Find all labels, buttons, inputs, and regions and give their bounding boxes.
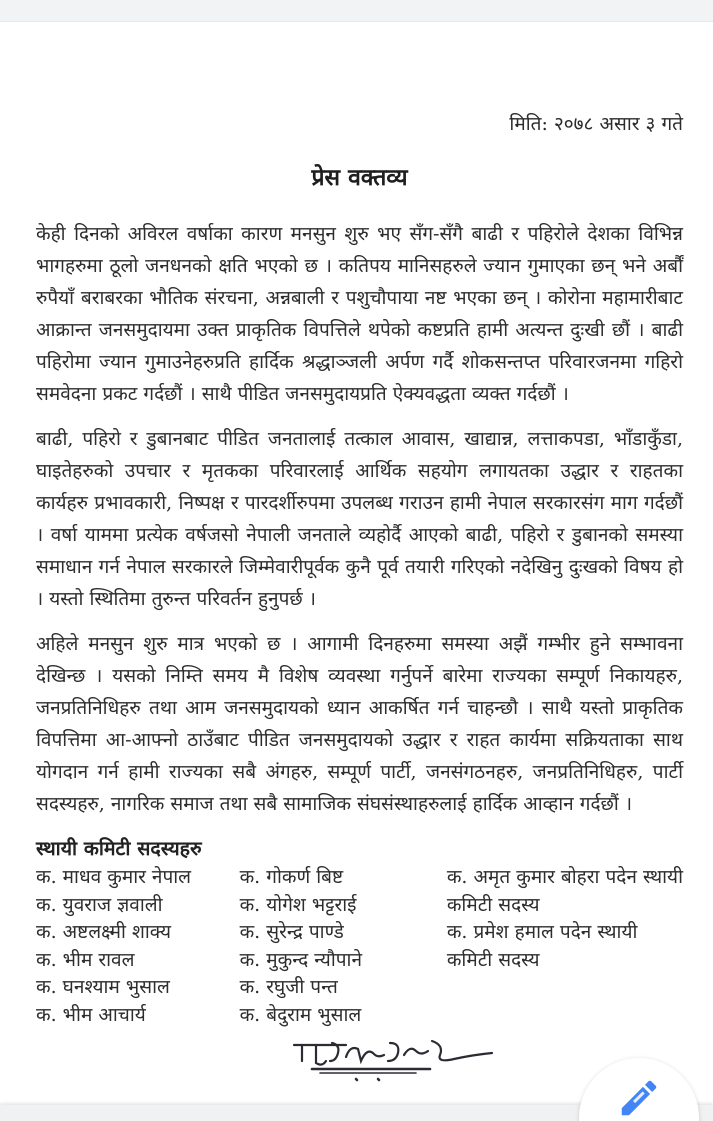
committee-column-1 xyxy=(36,864,240,1029)
signature-scribble-icon xyxy=(286,1033,501,1085)
list-item: क. गोकर्ण बिष्ट xyxy=(239,866,344,888)
paragraph-1: केही दिनको अविरल वर्षाका कारण मनसुन शुरु भए सँग-सँगै बाढी र पहिरोले देशका विभिन्न भागहरुमा ठूलो जनधनको क्षति भएको छ । कतिपय मानिसहरुले ज्यान गुमाएका छन् भने अर्बौं रुपैयाँ बराबरका भौतिक संरचना, अन्नबाली र पशुचौपाया नष्ट भएका छन् । कोरोना महामारीबाट आक्रान्त जनसमुदायमा उक्त प्राकृतिक विपत्तिले थपेको कष्टप्रति हामी अत्यन्त दुःखी छौं । बाढी पहिरोमा ज्यान गुमाउनेहरुप्रति हार्दिक श्रद्धाञ्जली अर्पण गर्दै शोकसन्तप्त परिवारजनमा गहिरो समवेदना प्रकट गर्दछौं । साथै पीडित जनसमुदायप्रति ऐक्यवद्धता व्यक्त गर्दछौं । xyxy=(36,223,683,405)
edit-pencil-icon xyxy=(616,1075,662,1121)
date-line: मिति: २०७८ असार ३ गते xyxy=(509,113,683,135)
list-item: क. युवराज ज्ञवाली xyxy=(36,893,163,916)
paragraph-2: बाढी, पहिरो र डुबानबाट पीडित जनतालाई तत्काल आवास, खाद्यान्न, लत्ताकपडा, भाँडाकुँडा, घाइतेहरुको उपचार र मृतकका परिवारलाई आर्थिक सहयोग लगायतका उद्धार र राहतका कार्यहरु प्रभावकारी, निष्पक्ष र पारदर्शीरुपमा उपलब्ध गराउन हामी नेपाल सरकारसंग माग गर्दछौं । वर्षा याममा प्रत्येक वर्षजसो नेपाली जनताले व्यहोर्दै आएको बाढी, पहिरो र डुबानको समस्या समाधान गर्न नेपाल सरकारले जिम्मेवारीपूर्वक कुनै पूर्व तयारी गरिएको नदेखिनु दुःखको विषय हो । यस्तो स्थितिमा तुरुन्त परिवर्तन हुनुपर्छ । xyxy=(36,428,683,610)
list-item: क. भीम रावल xyxy=(36,948,135,971)
viewer-chrome-top-strip xyxy=(0,0,713,22)
committee-heading: स्थायी कमिटी सदस्यहरु xyxy=(36,837,202,860)
committee-column-3 xyxy=(447,864,683,1029)
list-item: क. माधव कुमार नेपाल xyxy=(36,866,192,888)
list-item: क. भीम आचार्य xyxy=(36,1003,146,1026)
list-item: क. सुरेन्द्र पाण्डे xyxy=(239,921,344,943)
list-item: क. मुकुन्द न्यौपाने xyxy=(239,948,363,971)
document-page xyxy=(0,110,713,1085)
committee-member-list xyxy=(36,864,683,1029)
list-item: कमिटी सदस्य xyxy=(446,893,540,916)
list-item: क. अष्टलक्ष्मी शाक्य xyxy=(36,921,171,943)
list-item: क. बेदुराम भुसाल xyxy=(239,1003,362,1026)
list-item: क. योगेश भट्टराई xyxy=(239,893,357,916)
list-item: कमिटी सदस्य xyxy=(446,948,540,971)
page-title: प्रेस वक्तव्य xyxy=(311,164,408,191)
list-item: क. प्रमेश हमाल पदेन स्थायी xyxy=(446,921,638,943)
list-item: क. रघुजी पन्त xyxy=(239,976,338,998)
handwritten-signature xyxy=(286,1033,501,1085)
list-item: क. अमृत कुमार बोहरा पदेन स्थायी xyxy=(446,866,683,888)
committee-column-2 xyxy=(240,864,447,1029)
list-item: क. घनश्याम भुसाल xyxy=(36,976,170,998)
paragraph-3: अहिले मनसुन शुरु मात्र भएको छ । आगामी दिनहरुमा समस्या अझैं गम्भीर हुने सम्भावना देखिन्छ । यसको निम्ति समय मै विशेष व्यवस्था गर्नुपर्ने बारेमा राज्यका सम्पूर्ण निकायहरु, जनप्रतिनिधिहरु तथा आम जनसमुदायको ध्यान आकर्षित गर्न चाहन्छौ । साथै यस्तो प्राकृतिक विपत्तिमा आ-आफ्नो ठाउँबाट पीडित जनसमुदायको उद्धार र राहत कार्यमा सक्रियताका साथ योगदान गर्न हामी राज्यका सबै अंगहरु, सम्पूर्ण पार्टी, जनसंगठनहरु, जनप्रतिनिधिहरु, पार्टी सदस्यहरु, नागरिक समाज तथा सबै सामाजिक संघसंस्थाहरुलाई हार्दिक आव्हान गर्दछौं । xyxy=(36,633,683,815)
